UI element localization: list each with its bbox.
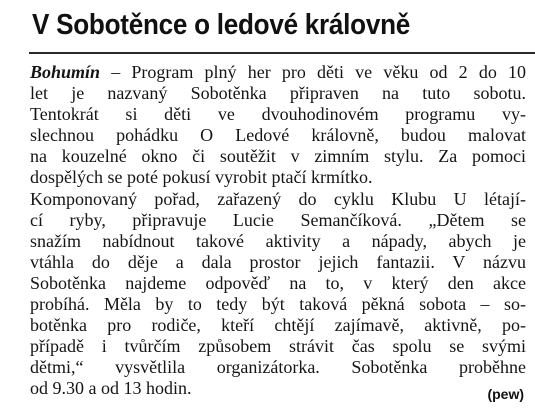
body-line: probíhá. Měla by to tedy být taková pěkná sobota – so- [30,294,526,315]
article-headline: V Sobotěnce o ledové královně [32,9,410,41]
body-line [30,62,526,83]
headline-divider [29,52,535,54]
body-line: případě i tvůrčím způsobem strávit čas spolu se svými [30,336,526,357]
body-line: vtáhla do děje a dala prostor jejich fantazii. V názvu [30,251,526,272]
body-line: na kouzelné okno či soutěžit v zimním stylu. Za pomoci [30,146,526,167]
body-line: dospělých se poté pokusí vyrobit ptačí krmítko. [30,167,373,188]
body-line: Sobotěnka najdeme odpověď na to, v který den akce [30,272,526,293]
body-line: snažím nabídnout takové aktivity a nápady, abych je [30,230,526,251]
author-signature: (pew) [487,386,524,402]
body-line: let je nazvaný Sobotěnka připraven na tuto sobotu. [30,83,526,104]
body-line: dětmi,“ vysvětlila organizátorka. Sobotěnka proběhne [30,357,526,378]
body-line: Komponovaný pořad, zařazený do cyklu Klubu U létají- [30,188,526,209]
body-line: Tentokrát si děti ve dvouhodinovém programu vy- [30,104,526,125]
article-body [30,62,526,400]
body-line-text: – Program plný her pro děti ve věku od 2 do 10 [111,62,527,82]
body-line: cí ryby, připravuje Lucie Semančíková. „Dětem se [30,209,526,230]
body-line: od 9.30 a od 13 hodin. [30,378,192,399]
dateline-place: Bohumín [30,62,101,82]
body-line: botěnka pro rodiče, kteří chtějí zajímavě, aktivně, po- [30,315,526,336]
body-line: slechnou pohádku O Ledové královně, budou malovat [30,125,526,146]
